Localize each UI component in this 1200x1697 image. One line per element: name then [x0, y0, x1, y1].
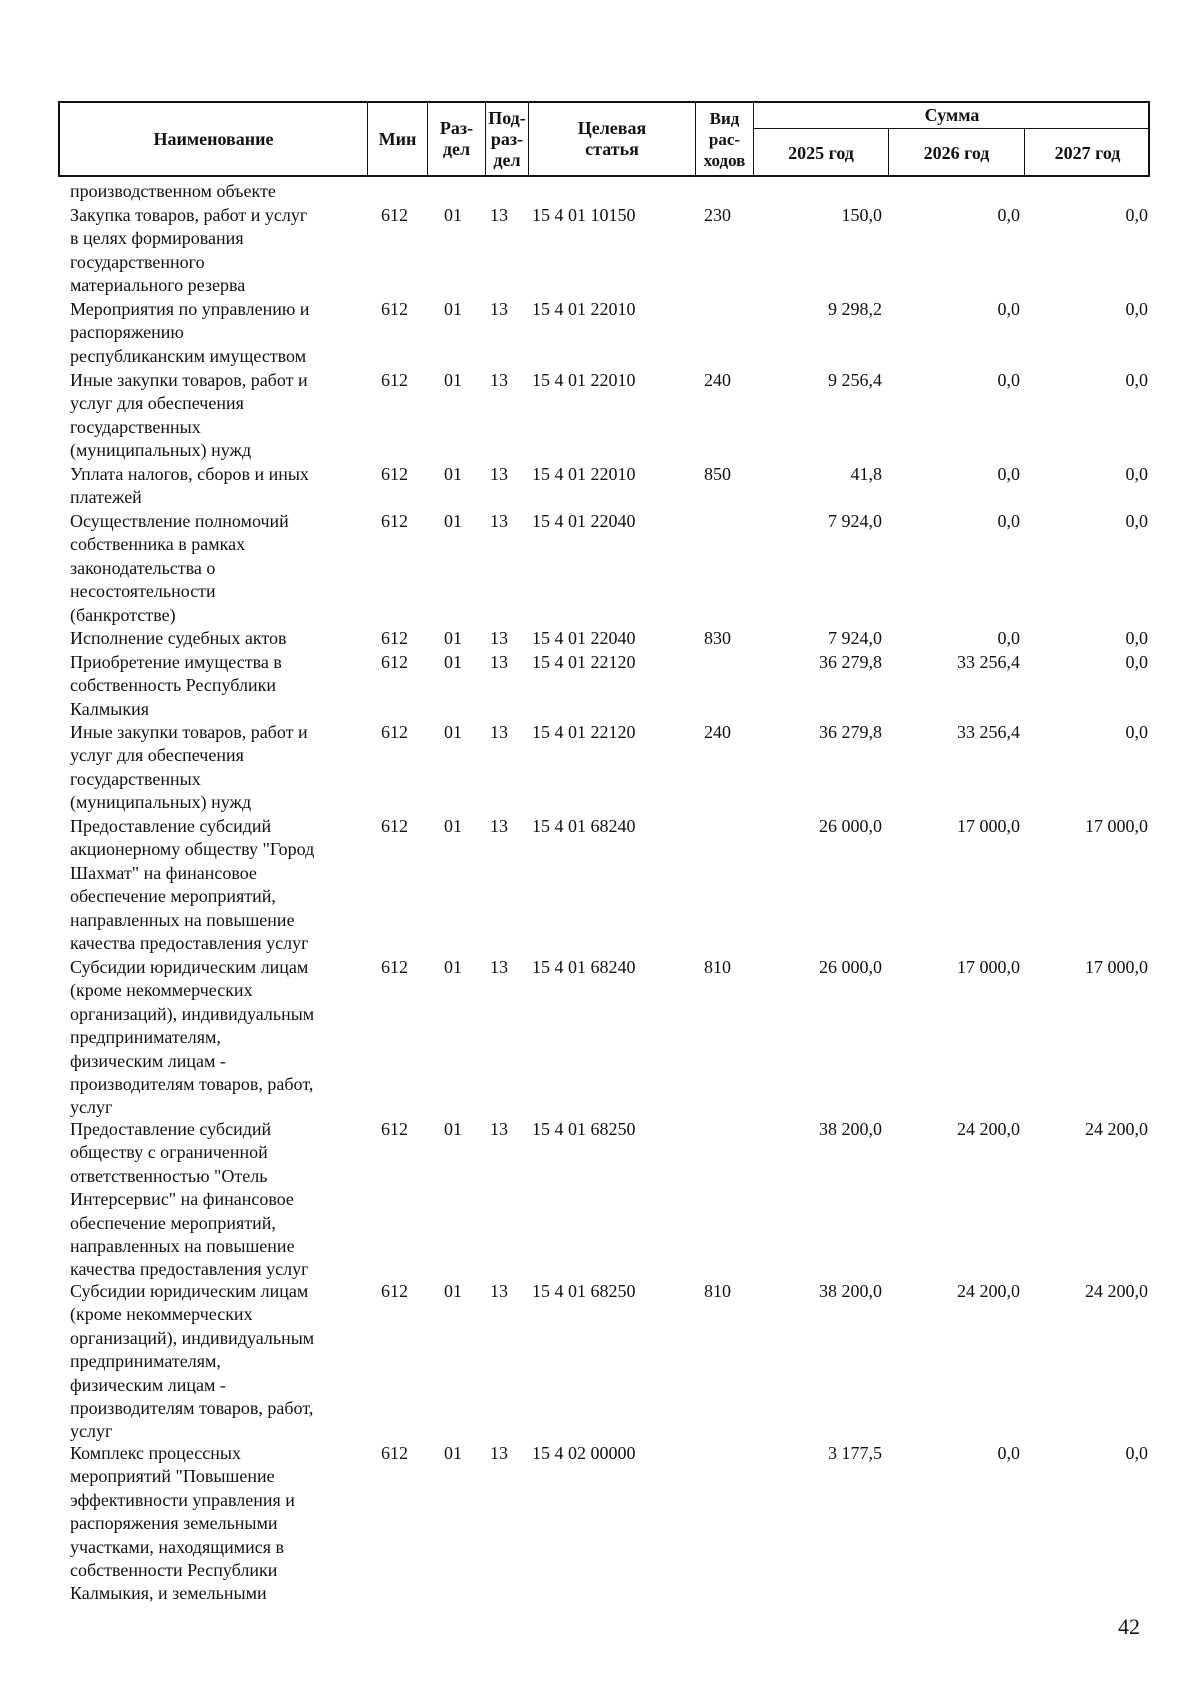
- row-2025: 9 298,2: [828, 299, 882, 319]
- row-celevaya: 15 4 02 00000: [532, 1443, 636, 1463]
- row-2025: 38 200,0: [819, 1119, 882, 1139]
- row-2027: 0,0: [1125, 370, 1148, 390]
- row-razdel: 01: [444, 722, 462, 742]
- row-name: Иные закупки товаров, работ и услуг для обеспечения государственных (муниципальных) нужд: [70, 370, 308, 461]
- row-min: 612: [381, 1119, 408, 1139]
- row-podrazdel: 13: [490, 511, 508, 531]
- row-vid: 810: [704, 1281, 731, 1301]
- row-celevaya: 15 4 01 68250: [532, 1119, 636, 1139]
- row-celevaya: 15 4 01 22010: [532, 370, 636, 390]
- row-vid: 240: [704, 370, 731, 390]
- row-celevaya: 15 4 01 22040: [532, 628, 636, 648]
- row-2026: 0,0: [997, 628, 1020, 648]
- row-name: Предоставление субсидий акционерному обществу "Город Шахмат" на финансовое обеспечение мероприятий, направленных на повышение качества предоставления услуг: [70, 816, 315, 954]
- row-name: Иные закупки товаров, работ и услуг для обеспечения государственных (муниципальных) нужд: [70, 722, 308, 813]
- row-razdel: 01: [444, 205, 462, 225]
- row-min: 612: [381, 511, 408, 531]
- row-2025: 9 256,4: [828, 370, 882, 390]
- row-2025: 7 924,0: [828, 511, 882, 531]
- row-name: Комплекс процессных мероприятий "Повышение эффективности управления и распоряжения земельными участками, находящимися в собственности Республики Калмыкия, и земельными: [70, 1443, 295, 1604]
- row-name: Исполнение судебных актов: [70, 628, 287, 648]
- row-2027: 0,0: [1125, 1443, 1148, 1463]
- row-name: Субсидии юридическим лицам (кроме некоммерческих организаций), индивидуальным предпринимателям, физическим лицам - производителям товаров, работ, услуг: [70, 1281, 315, 1442]
- row-2026: 33 256,4: [957, 722, 1020, 742]
- row-2026: 24 200,0: [957, 1281, 1020, 1301]
- row-2026: 0,0: [997, 370, 1020, 390]
- row-min: 612: [381, 370, 408, 390]
- row-name: Осуществление полномочий собственника в рамках законодательства о несостоятельности (банкротстве): [70, 511, 289, 625]
- row-2027: 0,0: [1125, 652, 1148, 672]
- row-vid: 810: [704, 957, 731, 977]
- row-celevaya: 15 4 01 68250: [532, 1281, 636, 1301]
- row-2027: 24 200,0: [1085, 1119, 1148, 1139]
- row-name: Предоставление субсидий обществу с ограниченной ответственностью "Отель Интерсервис" на финансовое обеспечение мероприятий, направленных на повышение качества предоставления услуг: [70, 1119, 309, 1280]
- row-podrazdel: 13: [490, 1443, 508, 1463]
- row-2027: 0,0: [1125, 628, 1148, 648]
- row-razdel: 01: [444, 1443, 462, 1463]
- row-2027: 17 000,0: [1085, 957, 1148, 977]
- row-razdel: 01: [444, 299, 462, 319]
- row-2027: 0,0: [1125, 205, 1148, 225]
- row-name: Мероприятия по управлению и распоряжению республиканским имуществом: [70, 299, 310, 366]
- row-min: 612: [381, 299, 408, 319]
- row-2027: 24 200,0: [1085, 1281, 1148, 1301]
- header-celevaya: Целевая статья: [529, 103, 696, 175]
- row-2027: 0,0: [1125, 722, 1148, 742]
- row-2026: 17 000,0: [957, 816, 1020, 836]
- row-celevaya: 15 4 01 68240: [532, 816, 636, 836]
- row-2026: 17 000,0: [957, 957, 1020, 977]
- row-min: 612: [381, 628, 408, 648]
- row-2027: 0,0: [1125, 464, 1148, 484]
- row-name: производственном объекте: [70, 181, 276, 201]
- row-vid: 240: [704, 722, 731, 742]
- row-name: Закупка товаров, работ и услуг в целях формирования государственного материального резерва: [70, 205, 308, 296]
- row-podrazdel: 13: [490, 370, 508, 390]
- row-razdel: 01: [444, 1119, 462, 1139]
- row-razdel: 01: [444, 628, 462, 648]
- row-2027: 0,0: [1125, 511, 1148, 531]
- header-razdel: Раз- дел: [428, 103, 486, 175]
- header-year-2025: 2025 год: [754, 129, 889, 177]
- row-razdel: 01: [444, 511, 462, 531]
- row-podrazdel: 13: [490, 628, 508, 648]
- row-podrazdel: 13: [490, 205, 508, 225]
- row-name: Уплата налогов, сборов и иных платежей: [70, 464, 309, 508]
- row-2026: 0,0: [997, 205, 1020, 225]
- row-min: 612: [381, 816, 408, 836]
- row-razdel: 01: [444, 1281, 462, 1301]
- row-2026: 0,0: [997, 464, 1020, 484]
- row-podrazdel: 13: [490, 816, 508, 836]
- row-2026: 0,0: [997, 1443, 1020, 1463]
- table-header: [58, 101, 1150, 177]
- row-name: Субсидии юридическим лицам (кроме некоммерческих организаций), индивидуальным предпринимателям, физическим лицам - производителям товаров, работ, услуг: [70, 957, 315, 1118]
- row-podrazdel: 13: [490, 464, 508, 484]
- row-2025: 26 000,0: [819, 816, 882, 836]
- row-min: 612: [381, 1443, 408, 1463]
- row-celevaya: 15 4 01 68240: [532, 957, 636, 977]
- row-podrazdel: 13: [490, 299, 508, 319]
- row-2025: 36 279,8: [819, 652, 882, 672]
- row-2026: 24 200,0: [957, 1119, 1020, 1139]
- row-min: 612: [381, 205, 408, 225]
- row-2027: 0,0: [1125, 299, 1148, 319]
- row-razdel: 01: [444, 957, 462, 977]
- row-celevaya: 15 4 01 22120: [532, 652, 636, 672]
- row-celevaya: 15 4 01 22010: [532, 464, 636, 484]
- row-vid: 850: [704, 464, 731, 484]
- row-2025: 36 279,8: [819, 722, 882, 742]
- header-min: Мин: [368, 103, 428, 175]
- row-min: 612: [381, 722, 408, 742]
- page-number: 42: [1118, 1614, 1140, 1639]
- header-vid: Вид рас- ходов: [696, 103, 754, 175]
- row-min: 612: [381, 1281, 408, 1301]
- row-celevaya: 15 4 01 22120: [532, 722, 636, 742]
- row-2027: 17 000,0: [1085, 816, 1148, 836]
- row-celevaya: 15 4 01 22010: [532, 299, 636, 319]
- row-vid: 830: [704, 628, 731, 648]
- row-2025: 26 000,0: [819, 957, 882, 977]
- row-podrazdel: 13: [490, 1119, 508, 1139]
- row-2025: 3 177,5: [828, 1443, 882, 1463]
- row-podrazdel: 13: [490, 957, 508, 977]
- row-razdel: 01: [444, 652, 462, 672]
- header-summa: Сумма: [754, 103, 1150, 129]
- row-min: 612: [381, 652, 408, 672]
- row-podrazdel: 13: [490, 1281, 508, 1301]
- row-podrazdel: 13: [490, 652, 508, 672]
- row-min: 612: [381, 957, 408, 977]
- header-name: Наименование: [60, 103, 368, 175]
- row-2025: 7 924,0: [828, 628, 882, 648]
- header-podrazdel: Под- раз- дел: [486, 103, 529, 175]
- row-2026: 33 256,4: [957, 652, 1020, 672]
- header-year-2026: 2026 год: [889, 129, 1025, 177]
- row-razdel: 01: [444, 816, 462, 836]
- row-2025: 41,8: [850, 464, 882, 484]
- row-2026: 0,0: [997, 511, 1020, 531]
- row-name: Приобретение имущества в собственность Республики Калмыкия: [70, 652, 282, 719]
- row-podrazdel: 13: [490, 722, 508, 742]
- row-vid: 230: [704, 205, 731, 225]
- row-celevaya: 15 4 01 22040: [532, 511, 636, 531]
- row-min: 612: [381, 464, 408, 484]
- row-celevaya: 15 4 01 10150: [532, 205, 636, 225]
- row-2025: 150,0: [841, 205, 882, 225]
- row-2025: 38 200,0: [819, 1281, 882, 1301]
- row-2026: 0,0: [997, 299, 1020, 319]
- row-razdel: 01: [444, 464, 462, 484]
- row-razdel: 01: [444, 370, 462, 390]
- header-year-2027: 2027 год: [1054, 142, 1121, 163]
